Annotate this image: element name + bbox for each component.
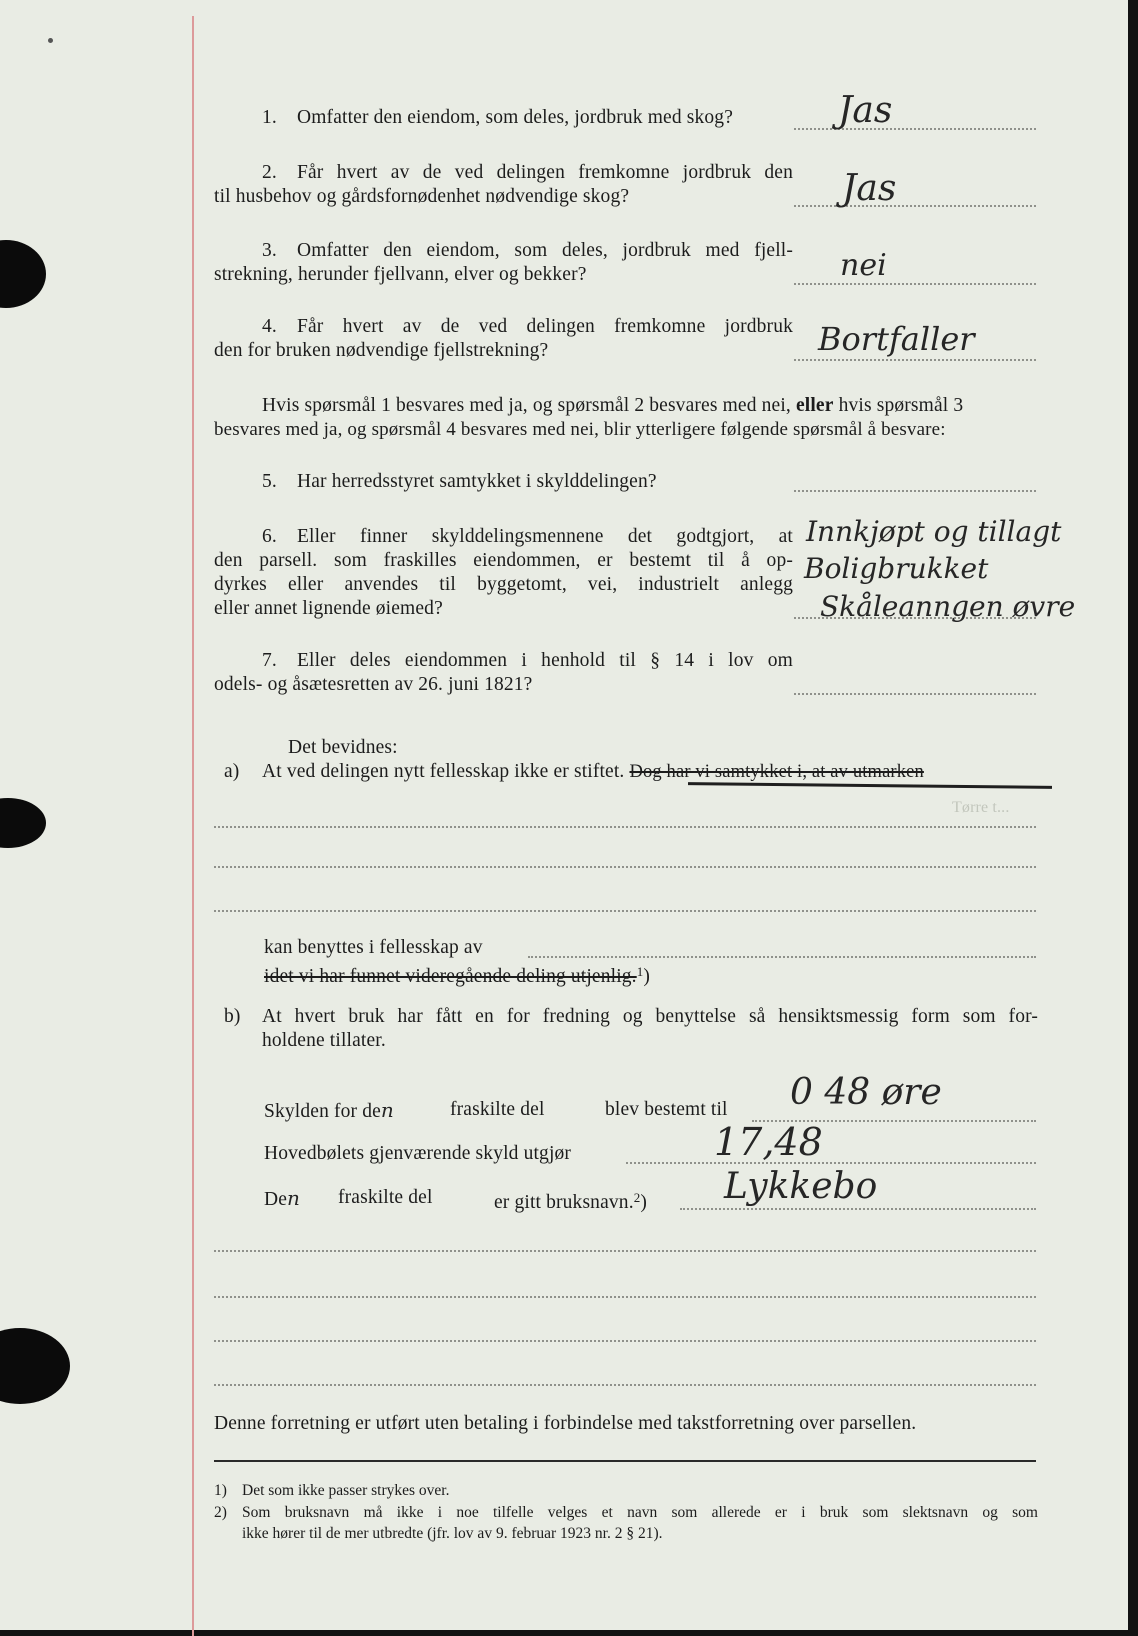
bruksnavn-label: er gitt bruksnavn. (494, 1192, 634, 1213)
answer-q4-handwriting: Bortfaller (818, 320, 975, 358)
footnote-ref-2: 2 (633, 1190, 641, 1205)
question-1-text: Omfatter den eiendom, som deles, jordbruk med skog? (297, 107, 734, 128)
conditional-line-1-bold: eller (795, 395, 834, 416)
skyld-row-3-bruksnavn (494, 1186, 647, 1215)
question-2-number: 2. (262, 162, 277, 183)
question-1-number: 1. (262, 107, 277, 128)
answer-q6-handwriting-line-1: Innkjøpt og tillagt (806, 515, 1062, 548)
conditional-line-1-start: Hvis spørsmål 1 besvares med ja, og spørsmål 2 besvares med nei, (262, 395, 791, 416)
question-3-line-1: Omfatter den eiendom, som deles, jordbruk med fjell- (297, 240, 793, 261)
question-6-line-2: den parsell. som fraskilles eiendommen, er bestemt til å op- (214, 550, 793, 571)
kan-benyttes-text: kan benyttes i fellesskap av (264, 937, 483, 958)
answer-line (794, 283, 1036, 285)
footnote-1-mark: 1) (214, 1482, 227, 1499)
conditional-line-1 (262, 394, 963, 418)
footnote-rule (214, 1460, 1036, 1462)
question-6-number: 6. (262, 526, 277, 547)
fill-line (214, 1384, 1036, 1386)
fill-line (214, 1250, 1036, 1252)
skyld-row-3-fraskilte: fraskilte del (338, 1187, 433, 1208)
scan-bottom-edge (0, 1630, 1138, 1636)
hovedbol-skyld-handwriting: 17,48 (714, 1120, 823, 1164)
skyld-row-3 (264, 1186, 300, 1212)
conditional-line-1-end: hvis spørsmål 3 (838, 395, 964, 416)
punch-hole-top (0, 240, 46, 308)
conditional-line-2: besvares med ja, og spørsmål 4 besvares med nei, blir ytterligere følgende spørsmål å besvare: (214, 419, 946, 440)
question-2-line-1-text: Får hvert av de ved delingen fremkomne jordbruk den (297, 162, 793, 183)
fill-line (626, 1162, 1036, 1164)
fill-line (680, 1208, 1036, 1210)
question-2-line-2: til husbehov og gårdsfornødenhet nødvendige skog? (214, 186, 630, 207)
idet-struck-text: idet vi har funnet videregående deling utjenlig. (264, 966, 637, 987)
footnote-1-text: Det som ikke passer strykes over. (242, 1482, 450, 1499)
question-3-number: 3. (262, 240, 277, 261)
question-7-line-1: Eller deles eiendommen i henhold til § 14 i lov om (297, 650, 793, 671)
answer-q1-handwriting: Jas (838, 90, 893, 131)
fill-line (214, 1340, 1036, 1342)
fill-line (214, 826, 1036, 828)
red-margin-line (192, 16, 194, 1636)
footnote-ref-1: 1 (636, 964, 644, 979)
answer-q3-handwriting: nei (840, 248, 887, 283)
item-b-line-2: holdene tillater. (262, 1030, 386, 1051)
fill-line (214, 866, 1036, 868)
punch-hole-middle (0, 798, 46, 848)
answer-line (794, 128, 1036, 130)
item-a-struck-text: Dog har vi samtykket i, at av utmarken (629, 762, 924, 782)
question-6-line-1: Eller finner skylddelingsmennene det godtgjort, at (297, 526, 793, 547)
question-4-line-1: Får hvert av de ved delingen fremkomne jordbruk (297, 316, 793, 337)
fill-line (214, 910, 1036, 912)
bruksnavn-handwriting: Lykkebo (724, 1166, 878, 1207)
answer-line (794, 693, 1036, 695)
hand-strike-line (688, 782, 1052, 789)
question-7-number: 7. (262, 650, 277, 671)
skyld-value-handwriting: 0 48 øre (790, 1072, 942, 1113)
item-b-line-1: At hvert bruk har fått en for fredning og benyttelse så hensiktsmessig form som for- (262, 1006, 1038, 1027)
question-3-line-2: strekning, herunder fjellvann, elver og bekker? (214, 264, 587, 285)
footnote-2-mark: 2) (214, 1504, 227, 1521)
question-5-text: Har herredsstyret samtykket i skylddelingen? (297, 471, 657, 492)
answer-q2-handwriting: Jas (842, 168, 897, 209)
footnote-2-line-1: Som bruksnavn må ikke i noe tilfelle velges et navn som allerede er i bruk som slektsnavn og som (242, 1504, 1038, 1521)
skyld-row-1-fraskilte: fraskilte del (450, 1099, 545, 1120)
item-a-text (262, 760, 924, 784)
ink-dot (48, 38, 53, 43)
question-4-number: 4. (262, 316, 277, 337)
skyld-row-1 (264, 1098, 394, 1124)
fill-line (528, 956, 1036, 958)
skyld-row-3-label: De (264, 1189, 288, 1210)
answer-line (794, 205, 1036, 207)
scan-edge (1128, 0, 1138, 1636)
item-a-statement: At ved delingen nytt fellesskap ikke er stiftet. (262, 761, 625, 782)
punch-hole-bottom (0, 1328, 70, 1404)
statement-line: Denne forretning er utført uten betaling i forbindelse med takstforretning over parsellen. (214, 1413, 917, 1434)
skyld-row-2-label: Hovedbølets gjenværende skyld utgjør (264, 1143, 572, 1164)
skyld-row-1-hand: n (380, 1098, 394, 1122)
skyld-row-1-bestemt: blev bestemt til (605, 1099, 728, 1120)
skyld-row-1-label: Skylden for de (264, 1101, 381, 1122)
skyld-row-3-hand: n (287, 1186, 301, 1210)
fill-line (214, 1296, 1036, 1298)
question-6-line-4: eller annet lignende øiemed? (214, 598, 443, 619)
question-6-line-3: dyrkes eller anvendes til byggetomt, vei, industrielt anlegg (214, 574, 793, 595)
question-5-number: 5. (262, 471, 277, 492)
answer-q6-handwriting-line-3: Skåleanngen øvre (820, 590, 1076, 623)
item-b-label: b) (224, 1006, 241, 1027)
item-a-label: a) (224, 761, 240, 782)
footnote-ref-close: ) (643, 966, 651, 987)
faint-bleed-through-text: Tørre t... (952, 799, 1010, 816)
footnote-ref-close: ) (640, 1192, 648, 1213)
bevidnes-heading: Det bevidnes: (288, 737, 398, 758)
answer-line (794, 490, 1036, 492)
footnote-2-line-2: ikke hører til de mer utbredte (jfr. lov av 9. februar 1923 nr. 2 § 21). (242, 1525, 663, 1542)
idet-line (264, 960, 650, 989)
answer-q6-handwriting-line-2: Boligbrukket (804, 552, 989, 585)
question-7-line-2: odels- og åsætesretten av 26. juni 1821? (214, 674, 533, 695)
answer-line (794, 359, 1036, 361)
question-4-line-2: den for bruken nødvendige fjellstrekning? (214, 340, 549, 361)
